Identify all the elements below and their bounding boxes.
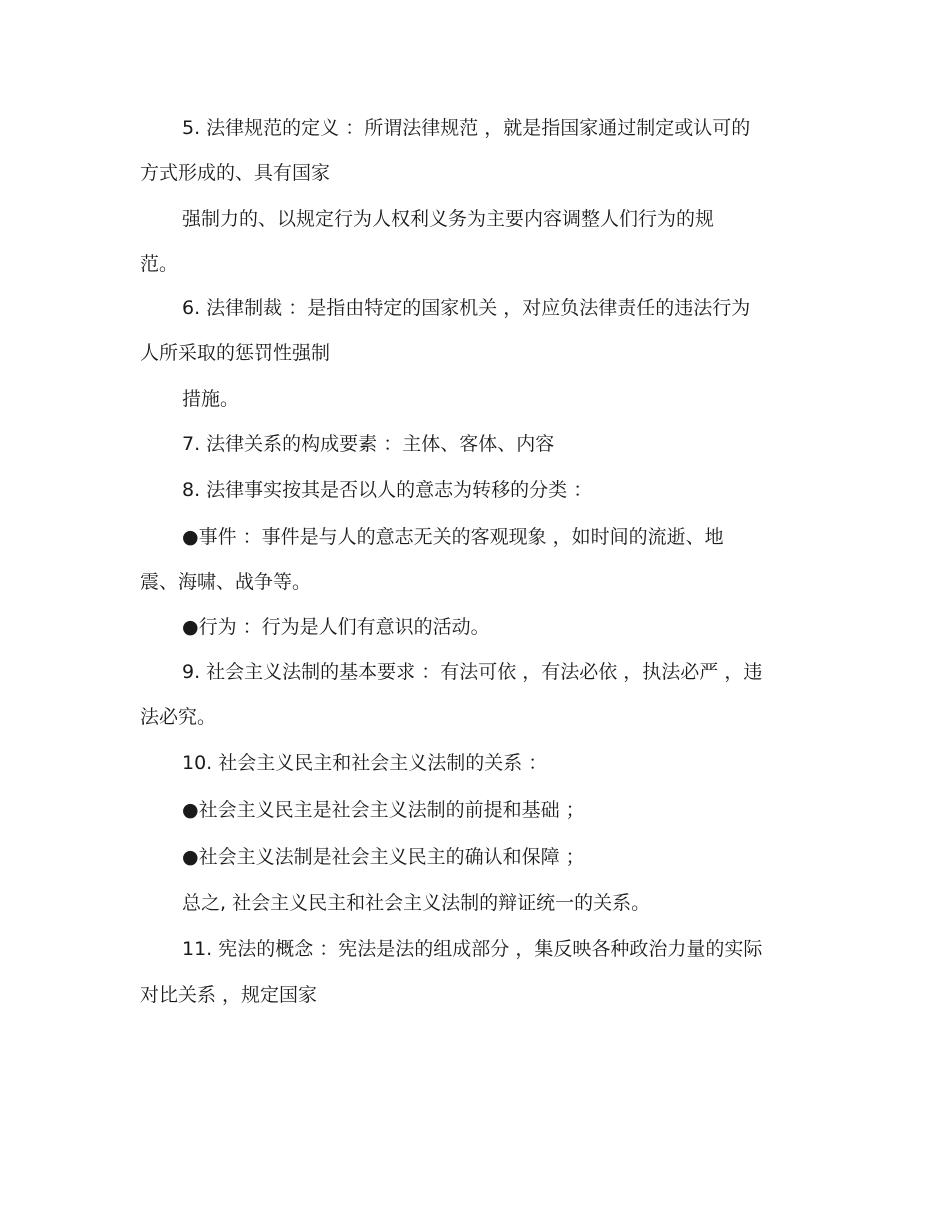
paragraph-5-line-4: 范。 (140, 253, 179, 275)
paragraph-5-line-1: 5. 法律规范的定义 ：所谓法律规范 ，就是指国家通过制定或认可的 (182, 117, 751, 139)
bullet-event-line-1: ●事件 ：事件是与人的意志无关的客观现象 ，如时间的流逝、地 (182, 526, 724, 548)
bullet-event-line-2: 震、海啸、战争等。 (140, 571, 312, 593)
paragraph-10: 10. 社会主义民主和社会主义法制的关系 ： (182, 752, 548, 774)
bullet-action: ●行为 ：行为是人们有意识的活动。 (182, 616, 490, 638)
paragraph-11-line-1: 11. 宪法的概念 ：宪法是法的组成部分 ，集反映各种政治力量的实际 (182, 938, 763, 960)
paragraph-5-line-2: 方式形成的、具有国家 (140, 162, 331, 184)
paragraph-6-line-2: 人所采取的惩罚性强制 (140, 342, 331, 364)
paragraph-9-line-2: 法必究。 (140, 706, 217, 728)
summary-paragraph: 总之, 社会主义民主和社会主义法制的辩证统一的关系。 (182, 892, 651, 914)
paragraph-6-line-1: 6. 法律制裁 ：是指由特定的国家机关 ，对应负法律责任的违法行为 (182, 297, 751, 319)
paragraph-6-line-3: 措施。 (182, 388, 240, 410)
paragraph-9-line-1: 9. 社会主义法制的基本要求 ：有法可依 ，有法必依 ，执法必严 ，违 (182, 661, 763, 683)
paragraph-7: 7. 法律关系的构成要素 ：主体、客体、内容 (182, 433, 555, 455)
bullet-democracy: ●社会主义民主是社会主义法制的前提和基础 ； (182, 799, 585, 821)
paragraph-11-line-2: 对比关系 ，规定国家 (140, 984, 318, 1006)
bullet-legal-system: ●社会主义法制是社会主义民主的确认和保障 ； (182, 846, 585, 868)
paragraph-5-line-3: 强制力的、以规定行为人权利义务为主要内容调整人们行为的规 (182, 208, 715, 230)
paragraph-8: 8. 法律事实按其是否以人的意志为转移的分类 ： (182, 479, 593, 501)
